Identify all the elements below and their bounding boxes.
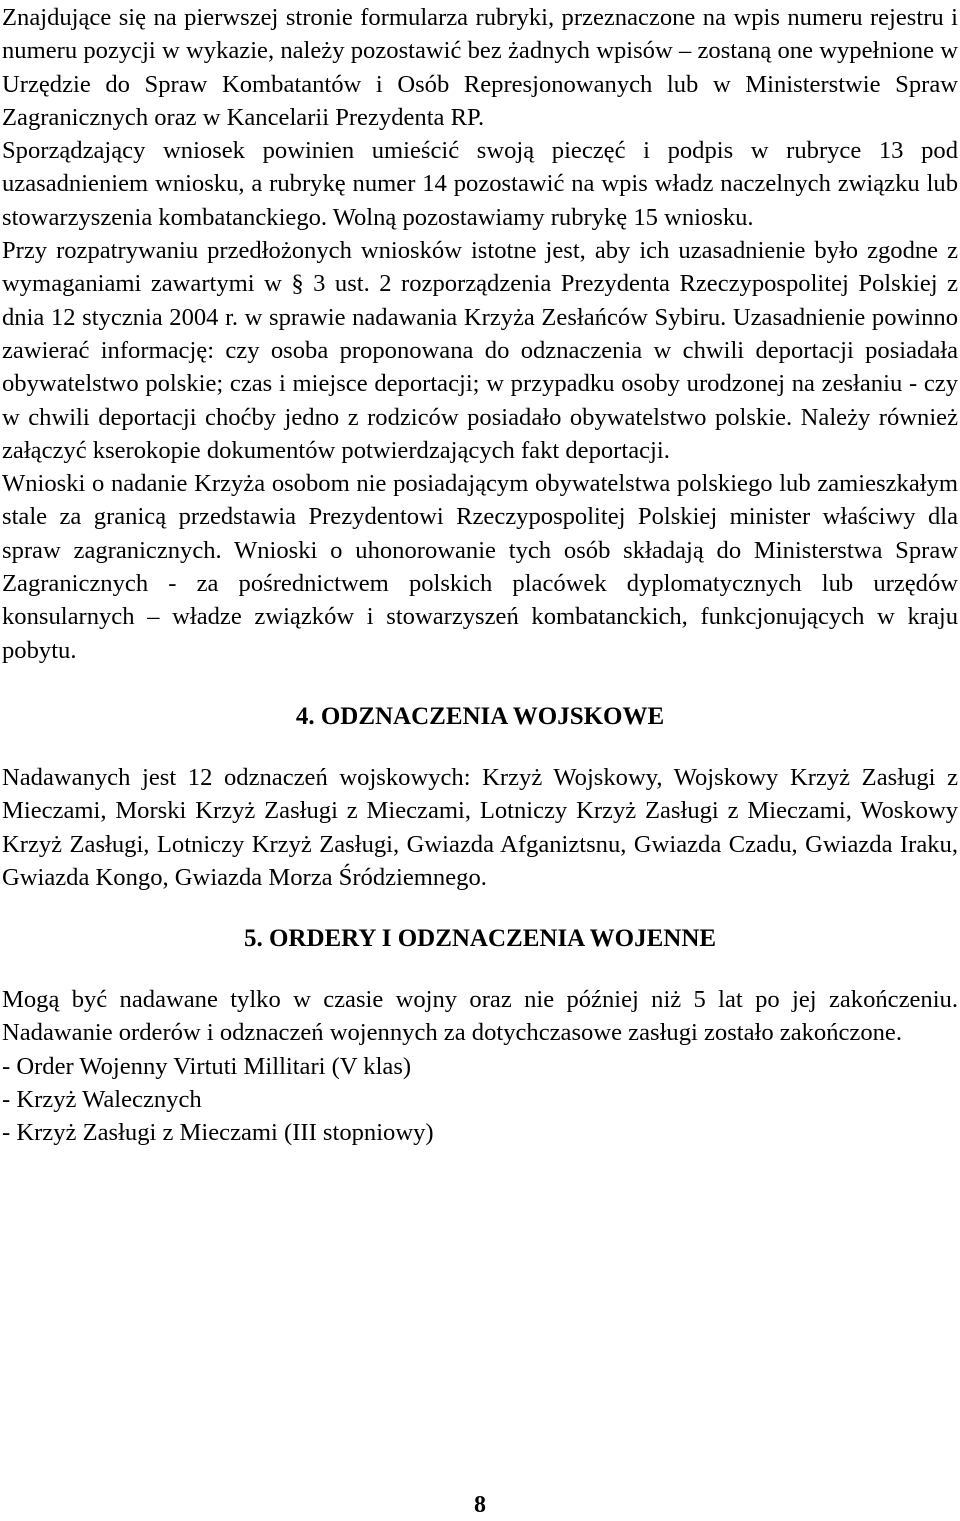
paragraph-foreign-applications: Wnioski o nadanie Krzyża osobom nie posiadającym obywatelstwa polskiego lub zamieszkałym stale za granicą przedstawia Prezydentowi Rzeczypospolitej Polskiej minister właściwy dla spraw zagranicznych. Wnioski o uhonorowanie tych osób składają do Ministerstwa Spraw Zagranicznych - za pośrednictwem polskich placówek dyplomatycznych lub urzędów konsularnych – władze związków i stowarzyszeń kombatanckich, funkcjonujących w kraju pobytu. xyxy=(2,470,958,664)
section-4-heading: 4. ODZNACZENIA WOJSKOWE xyxy=(295,702,665,730)
war-orders-list xyxy=(2,1050,958,1150)
document-page xyxy=(2,0,958,1150)
paragraph-form-fields: Znajdujące się na pierwszej stronie formularza rubryki, przeznaczone na wpis numeru rejestru i numeru pozycji w wykazie, należy pozostawić bez żadnych wpisów – zostaną one wypełnione w Urzędzie do Spraw Kombatantów i Osób Represjonowanych lub w Ministerstwie Spraw Zagranicznych oraz w Kancelarii Prezydenta RP. xyxy=(2,4,958,131)
list-item: - Krzyż Walecznych xyxy=(2,1086,202,1114)
section-5-text: Mogą być nadawane tylko w czasie wojny oraz nie później niż 5 lat po jej zakończeniu. Nadawanie orderów i odznaczeń wojennych za dotychczasowe zasługi zostało zakończone. xyxy=(2,986,958,1047)
section-5-heading: 5. ORDERY I ODZNACZENIA WOJENNE xyxy=(243,925,717,953)
page-number: 8 xyxy=(474,1492,486,1518)
list-item: - Krzyż Zasługi z Mieczami (III stopniowy) xyxy=(2,1119,434,1147)
paragraph-stamp-signature: Sporządzający wniosek powinien umieścić swoją pieczęć i podpis w rubryce 13 pod uzasadnieniem wniosku, a rubrykę numer 14 pozostawić na wpis władz naczelnych związku lub stowarzyszenia kombatanckiego. Wolną pozostawiamy rubrykę 15 wniosku. xyxy=(2,137,958,231)
paragraph-justification: Przy rozpatrywaniu przedłożonych wniosków istotne jest, aby ich uzasadnienie było zgodne z wymaganiami zawartymi w § 3 ust. 2 rozporządzenia Prezydenta Rzeczypospolitej Polskiej z dnia 12 stycznia 2004 r. w sprawie nadawania Krzyża Zesłańców Sybiru. Uzasadnienie powinno zawierać informację: czy osoba proponowana do odznaczenia w chwili deportacji posiadała obywatelstwo polskie; czas i miejsce deportacji; w przypadku osoby urodzonej na zesłaniu - czy w chwili deportacji choćby jedno z rodziców posiadało obywatelstwo polskie. Należy również załączyć kserokopie dokumentów potwierdzających fakt deportacji. xyxy=(2,237,958,464)
section-4-text: Nadawanych jest 12 odznaczeń wojskowych: Krzyż Wojskowy, Wojskowy Krzyż Zasługi z Mieczami, Morski Krzyż Zasługi z Mieczami, Lotniczy Krzyż Zasługi z Mieczami, Woskowy Krzyż Zasługi, Lotniczy Krzyż Zasługi, Gwiazda Afganiztsnu, Gwiazda Czadu, Gwiazda Iraku, Gwiazda Kongo, Gwiazda Morza Śródziemnego. xyxy=(2,763,958,891)
list-item: - Order Wojenny Virtuti Millitari (V klas) xyxy=(2,1052,412,1080)
